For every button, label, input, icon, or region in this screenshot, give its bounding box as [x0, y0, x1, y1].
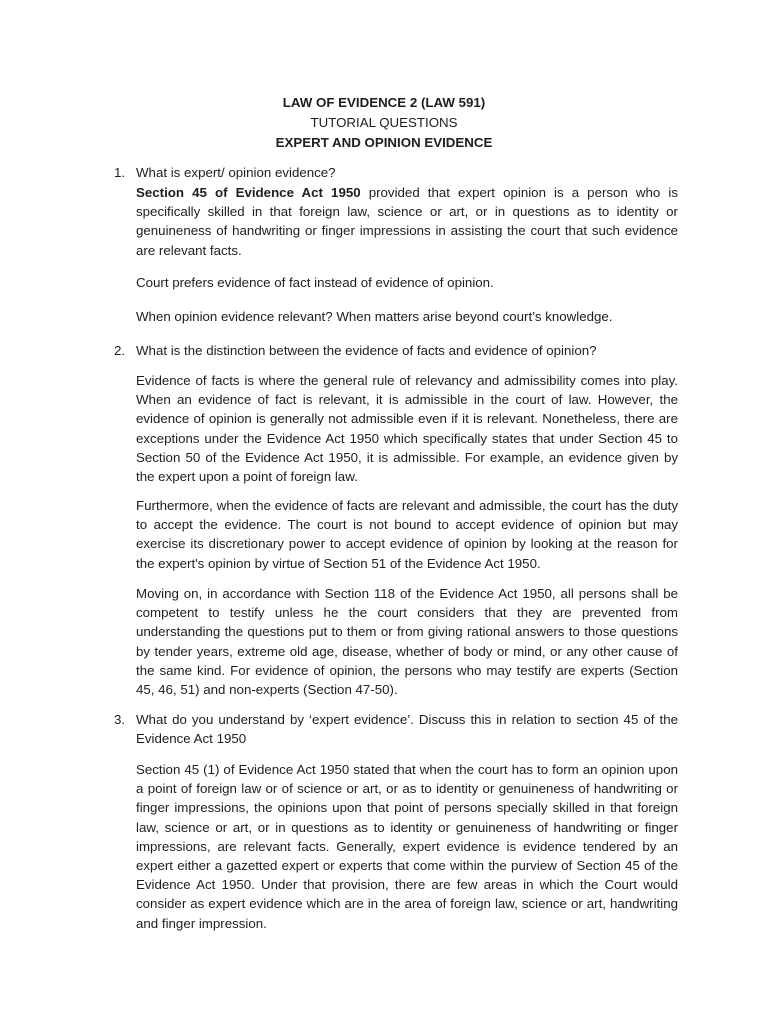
- answer-paragraph: [136, 183, 678, 260]
- question-text: What is expert/ opinion evidence?: [136, 165, 336, 180]
- question-text: What do you understand by ‘expert evidence’. Discuss this in relation to section 45 of the Evidence Act 1950: [136, 712, 678, 747]
- answer-paragraph: Furthermore, when the evidence of facts are relevant and admissible, the court has the duty to accept the evidence. The court is not bound to accept evidence of opinion but may exercise its discretionary power to accept evidence of opinion by looking at the reason for the expert's opinion by virtue of Section 51 of the Evidence Act 1950.: [136, 498, 678, 571]
- answer-paragraph: Evidence of facts is where the general rule of relevancy and admissibility comes into play. When an evidence of fact is relevant, it is admissible in the court of law. However, the evidence of opinion is generally not admissible even if it is relevant. Nonetheless, there are exceptions under the Evidence Act 1950 which specifically states that under Section 45 to Section 50 of the Evidence Act 1950, it is admissible. For example, an evidence given by the expert upon a point of foreign law.: [136, 373, 678, 485]
- answer-text: provided that expert opinion is a person who is specifically skilled in that foreign law, science or art, or in questions as to identity or genuineness of handwriting or finger impressions in assisting the court that such evidence are relevant facts.: [136, 185, 678, 258]
- question-number: 1.: [114, 165, 126, 180]
- answer-paragraph: Court prefers evidence of fact instead of evidence of opinion.: [136, 275, 494, 290]
- question-number: 3.: [114, 712, 126, 727]
- answer-paragraph: Moving on, in accordance with Section 118 of the Evidence Act 1950, all persons shall be competent to testify unless he the court considers that they are prevented from understanding the questions put to them or from giving rational answers to those questions by tender years, extreme old age, disease, whether of body or mind, or any other cause of the same kind. For evidence of opinion, the persons who may testify are experts (Section 45, 46, 51) and non-experts (Section 47-50).: [136, 586, 678, 698]
- answer-paragraph: When opinion evidence relevant? When matters arise beyond court’s knowledge.: [136, 309, 613, 324]
- question-text: What is the distinction between the evidence of facts and evidence of opinion?: [136, 343, 597, 358]
- statute-reference: Section 45 of Evidence Act 1950: [136, 185, 361, 200]
- document-subtitle: TUTORIAL QUESTIONS: [310, 115, 458, 130]
- course-title: LAW OF EVIDENCE 2 (LAW 591): [282, 95, 486, 110]
- topic-title: EXPERT AND OPINION EVIDENCE: [275, 135, 493, 150]
- document-header: [0, 93, 768, 153]
- answer-paragraph: Section 45 (1) of Evidence Act 1950 stated that when the court has to form an opinion upon a point of foreign law or of science or art, or as to identity or genuineness of handwriting or finger impressions, the opinions upon that point of persons specially skilled in that foreign law, science or art, or in questions as to identity or genuineness of handwriting or finger impressions, are relevant facts. Generally, expert evidence is evidence tendered by an expert either a gazetted expert or experts that come within the purview of Section 45 of the Evidence Act 1950. Under that provision, there are few areas in which the Court would consider as expert evidence which are in the area of foreign law, science or art, handwriting and finger impression.: [136, 762, 678, 931]
- question-number: 2.: [114, 343, 126, 358]
